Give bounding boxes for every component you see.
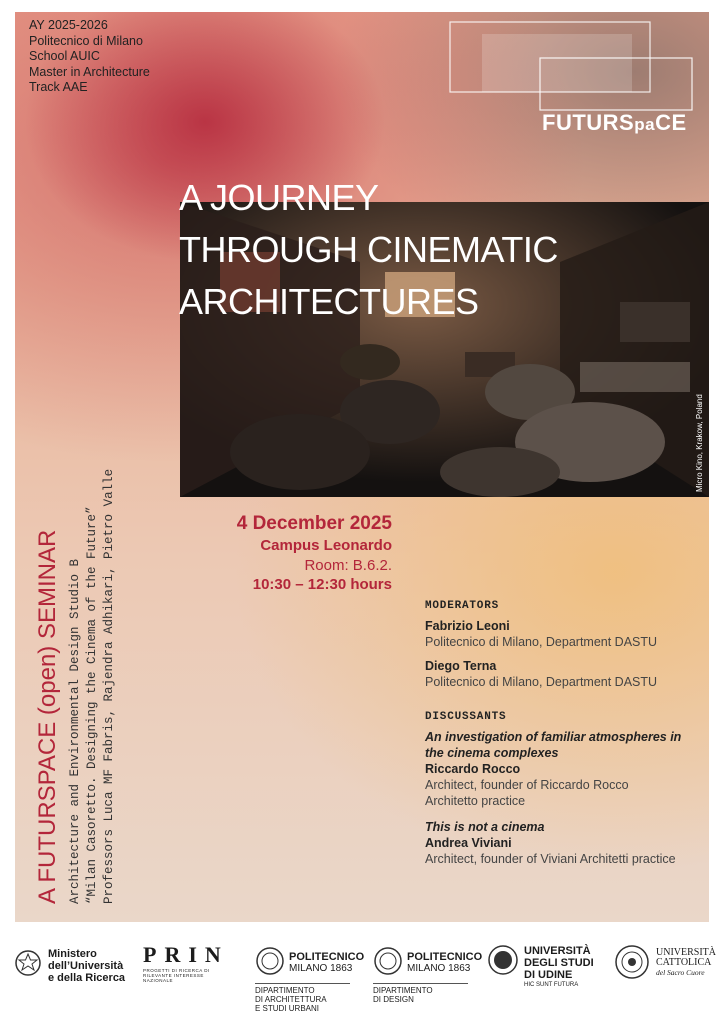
talk-title: the cinema complexes [425,746,559,760]
discussant-entry [425,729,681,809]
udine-seal-icon [487,944,519,976]
moderator-entry [425,618,657,650]
ministero-line: Ministero [48,948,97,960]
event-date: 4 December 2025 [236,513,392,534]
discussant-affiliation: Architetto practice [425,794,526,808]
dept-line: DIPARTIMENTO [373,986,433,995]
event-room: Room: B.6.2. [304,557,392,574]
title-line: THROUGH CINEMATIC [179,229,558,270]
moderator-name: Fabrizio Leoni [425,619,510,633]
discussant-entry [425,819,681,867]
talk-title: An investigation of familiar atmospheres in [425,730,682,744]
dept-line: DI ARCHITETTURA [255,995,327,1004]
moderator-affiliation: Politecnico di Milano, Department DASTU [425,675,658,689]
dept-line: E STUDI URBANI [255,1004,320,1013]
moderator-name: Diego Terna [425,659,497,673]
event-hours: 10:30 – 12:30 hours [252,576,392,593]
vertical-studio-line: Architecture and Environmental Design Studio B [68,558,82,904]
discussant-name: Andrea Viviani [425,836,512,850]
photo-credit: Micro Kino, Krakow, Poland [695,394,704,492]
polimi-year: MILANO 1863 [289,963,353,974]
vertical-professors-line: Professors Luca MF Fabris, Rajendra Adhikari, Pietro Valle [102,468,116,904]
discussant-affiliation: Architect, founder of Riccardo Rocco [425,778,629,792]
udine-motto: HIC SUNT FUTURA [524,982,579,988]
udine-line: UNIVERSITÀ [524,945,591,957]
discussant-name: Riccardo Rocco [425,762,521,776]
udine-line: DEGLI STUDI [524,957,594,969]
discussants-section [425,711,681,875]
info-line: Master in Architecture [29,64,150,79]
italian-emblem-icon [14,948,42,978]
dept-line: DIPARTIMENTO [255,986,315,995]
prin-subtitle: NAZIONALE [143,978,174,983]
poster [15,12,709,922]
prin-subtitle: RILEVANTE INTERESSE [143,973,204,978]
ministero-line: e della Ricerca [48,972,126,984]
info-line: Politecnico di Milano [29,33,143,48]
polimi-seal-icon [373,946,403,976]
title-line: A JOURNEY [179,177,379,218]
ministero-line: dell’Università [48,960,124,972]
futurspace-logo: FUTURSpaCE [542,110,687,135]
moderators-heading: MODERATORS [425,600,500,612]
udine-line: DI UDINE [524,969,573,981]
polimi-name: POLITECNICO [407,951,483,963]
header-info [29,18,150,96]
info-line: AY 2025-2026 [29,18,108,32]
dept-line: DI DESIGN [373,995,414,1004]
info-line: Track AAE [29,80,88,94]
cattolica-seal-icon [614,944,650,980]
prin-logo [143,942,229,983]
prin-text: PRIN [143,942,229,967]
moderator-entry [425,658,657,690]
info-line: School AUIC [29,49,100,63]
vertical-theme-line: “Milan Casoretto. Designing the Cinema of the Future” [85,506,99,904]
cattolica-line: del Sacro Cuore [656,968,705,977]
partner-logos [0,930,724,1024]
event-campus: Campus Leonardo [260,537,392,554]
polimi-seal-icon [255,946,285,976]
talk-title: This is not a cinema [425,820,545,834]
cattolica-line: UNIVERSITÀ [656,947,716,958]
moderator-affiliation: Politecnico di Milano, Department DASTU [425,635,658,649]
polimi-name: POLITECNICO [289,951,365,963]
cattolica-line: CATTOLICA [656,957,712,968]
event-details [237,512,392,595]
moderators-section [425,600,657,698]
title-line: ARCHITECTURES [179,281,479,322]
prin-subtitle: PROGETTI DI RICERCA DI [143,968,210,973]
discussants-heading: DISCUSSANTS [425,711,507,723]
seminar-title [179,172,558,328]
vertical-seminar-title: A FUTURSPACE (open) SEMINAR [34,529,61,904]
discussant-affiliation: Architect, founder of Viviani Architetti practice [425,852,676,866]
polimi-year: MILANO 1863 [407,963,471,974]
